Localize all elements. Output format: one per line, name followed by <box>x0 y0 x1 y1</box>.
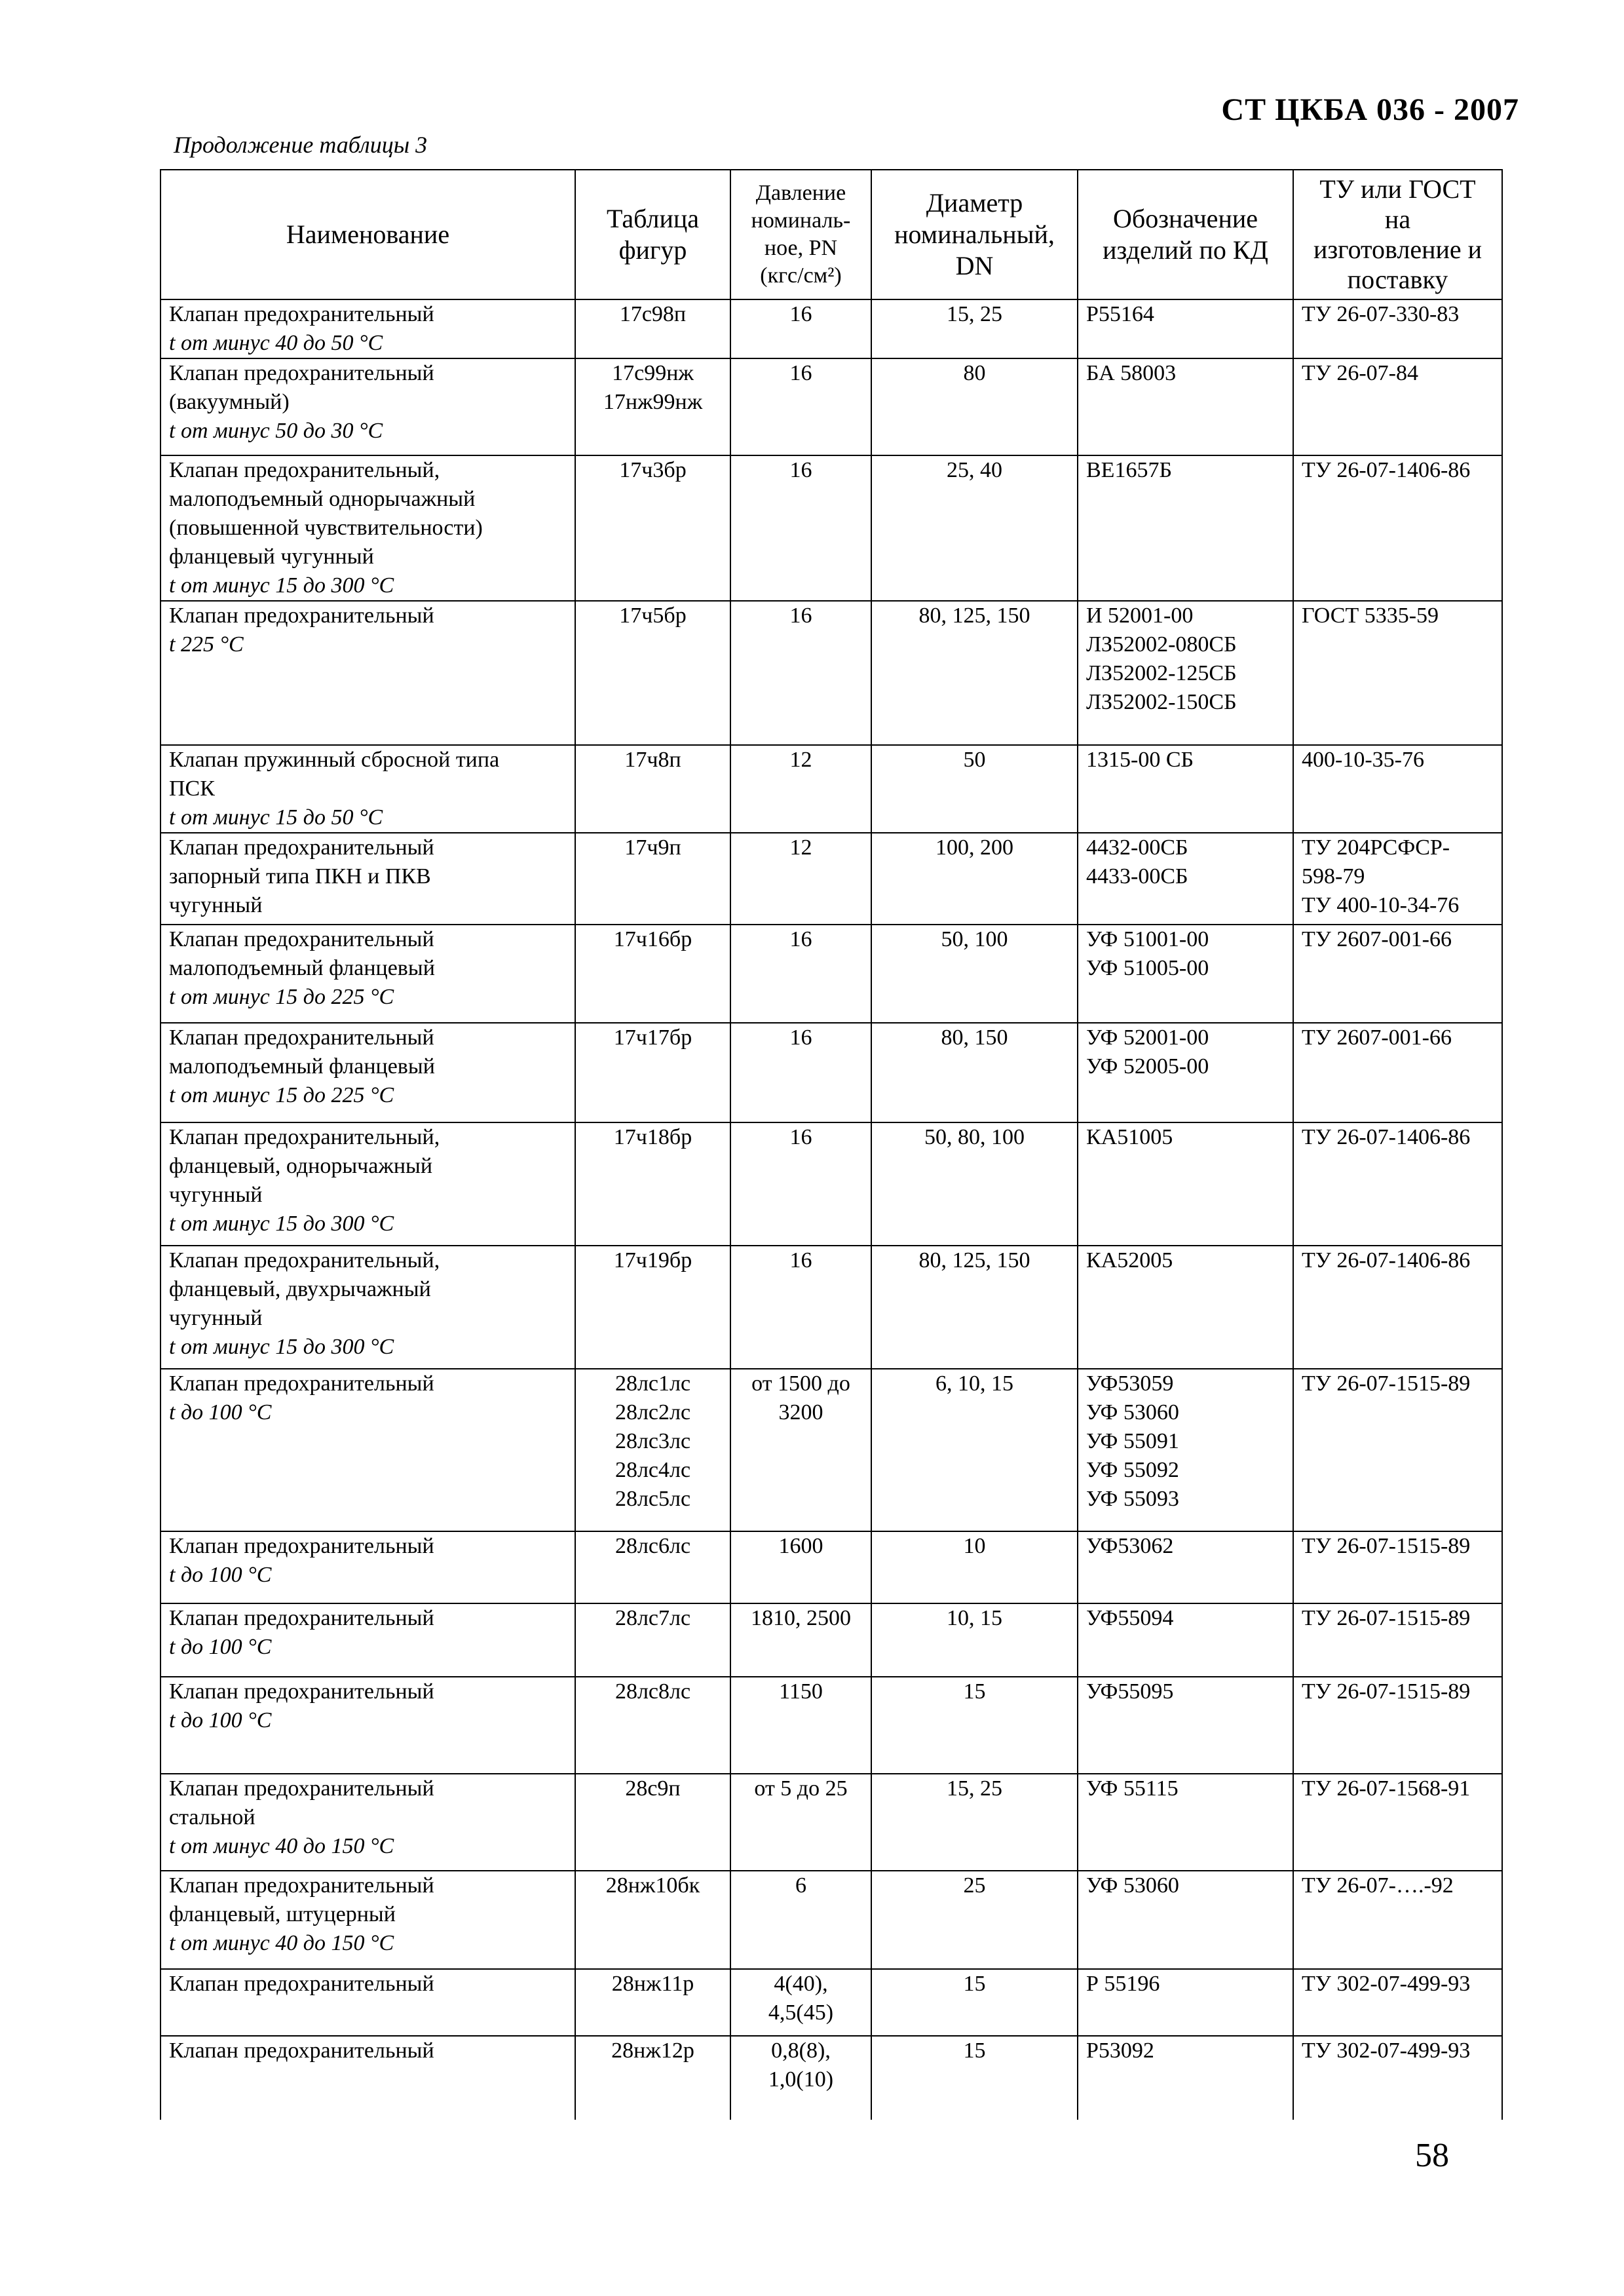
cell-figure-table-line: 17ч17бр <box>613 1025 692 1050</box>
cell-figure-table-line: 17ч19бр <box>613 1248 692 1272</box>
cell-standard <box>1293 601 1502 745</box>
cell-figure-table-line: 17ч5бр <box>619 603 687 628</box>
cell-name <box>161 1871 575 1969</box>
cell-name <box>161 1246 575 1369</box>
cell-pressure <box>730 745 871 833</box>
cell-standard <box>1293 299 1502 358</box>
cell-standard <box>1293 925 1502 1023</box>
cell-designation-line: УФ53059 <box>1086 1371 1174 1396</box>
cell-designation-line: УФ55095 <box>1086 1679 1174 1704</box>
table-row <box>161 745 1502 833</box>
temperature-range: t до 100 °С <box>169 1635 272 1659</box>
cell-name-line: Клапан предохранительный <box>169 1873 434 1898</box>
cell-designation-line: ЛЗ52002-080СБ <box>1086 632 1237 657</box>
table-row <box>161 1369 1502 1531</box>
cell-designation-line: КА52005 <box>1086 1248 1173 1272</box>
cell-diameter-line: 10 <box>963 1534 986 1558</box>
cell-designation-line: УФ 51005-00 <box>1086 956 1209 980</box>
cell-diameter <box>871 1369 1078 1531</box>
cell-figure-table-line: 28нж12р <box>611 2038 694 2063</box>
cell-designation-line: ВЕ1657Б <box>1086 458 1172 482</box>
cell-pressure-line: 16 <box>789 1125 812 1149</box>
cell-standard-line: 400-10-35-76 <box>1302 748 1424 772</box>
table-row <box>161 358 1502 455</box>
cell-diameter-line: 50 <box>963 748 986 772</box>
cell-diameter <box>871 1871 1078 1969</box>
cell-figure-table-line: 28нж11р <box>611 1972 694 1996</box>
cell-pressure-line: 16 <box>789 927 812 951</box>
cell-designation <box>1078 455 1293 601</box>
cell-designation <box>1078 1531 1293 1603</box>
cell-standard <box>1293 1122 1502 1246</box>
temperature-range: t от минус 40 до 150 °С <box>169 1931 394 1955</box>
cell-diameter <box>871 745 1078 833</box>
header-standard: ТУ или ГОСТ на изготовление и поставку <box>1293 170 1502 299</box>
cell-figure-table <box>575 833 730 925</box>
cell-figure-table-line: 28лс5лс <box>614 1487 691 1511</box>
temperature-range: t от минус 40 до 50 °С <box>169 331 383 355</box>
cell-diameter <box>871 833 1078 925</box>
cell-diameter-line: 15, 25 <box>947 1776 1002 1801</box>
cell-diameter-line: 10, 15 <box>947 1606 1002 1630</box>
cell-figure-table-line: 28с9п <box>625 1776 681 1801</box>
cell-pressure <box>730 1246 871 1369</box>
cell-standard <box>1293 1369 1502 1531</box>
cell-figure-table <box>575 1122 730 1246</box>
cell-standard-line: ТУ 2607-001-66 <box>1302 927 1452 951</box>
temperature-range: t от минус 40 до 150 °С <box>169 1834 394 1858</box>
cell-figure-table-line: 17с99нж <box>612 361 694 385</box>
cell-figure-table-line: 28лс1лс <box>614 1371 691 1396</box>
cell-designation <box>1078 1369 1293 1531</box>
cell-name-line: фланцевый, однорычажный <box>169 1154 433 1178</box>
cell-standard-line: ТУ 26-07-1515-89 <box>1302 1679 1471 1704</box>
cell-designation-line: УФ 52001-00 <box>1086 1025 1209 1050</box>
cell-diameter <box>871 1677 1078 1774</box>
header-pressure: Давление номиналь- ное, PN (кгс/см²) <box>730 170 871 299</box>
temperature-range: t от минус 15 до 300 °С <box>169 573 394 598</box>
cell-diameter-line: 80, 125, 150 <box>918 603 1030 628</box>
cell-name-line: фланцевый, двухрычажный <box>169 1277 431 1301</box>
cell-diameter-line: 15, 25 <box>947 302 1002 326</box>
cell-name-line: Клапан предохранительный <box>169 1679 434 1704</box>
cell-figure-table <box>575 1603 730 1677</box>
cell-figure-table-line: 28лс2лс <box>614 1400 691 1425</box>
cell-standard <box>1293 1969 1502 2036</box>
cell-standard-line: ТУ 26-07-1515-89 <box>1302 1371 1471 1396</box>
cell-standard <box>1293 1531 1502 1603</box>
cell-standard-line: ТУ 26-07-1568-91 <box>1302 1776 1471 1801</box>
cell-standard-line: ТУ 26-07-1406-86 <box>1302 1125 1471 1149</box>
table-row <box>161 1603 1502 1677</box>
cell-name <box>161 358 575 455</box>
cell-designation <box>1078 1246 1293 1369</box>
cell-designation-line: И 52001-00 <box>1086 603 1194 628</box>
cell-standard-line: ТУ 204РСФСР- <box>1302 835 1450 860</box>
cell-name <box>161 601 575 745</box>
cell-name-line: чугунный <box>169 1183 263 1207</box>
cell-diameter <box>871 358 1078 455</box>
cell-figure-table <box>575 455 730 601</box>
cell-standard <box>1293 1246 1502 1369</box>
cell-designation <box>1078 601 1293 745</box>
cell-figure-table <box>575 1531 730 1603</box>
cell-diameter <box>871 601 1078 745</box>
cell-name-line: Клапан предохранительный <box>169 1972 434 1996</box>
cell-designation <box>1078 1774 1293 1871</box>
cell-diameter-line: 50, 100 <box>941 927 1008 951</box>
cell-name-line: малоподъемный фланцевый <box>169 1054 435 1079</box>
table-row <box>161 833 1502 925</box>
cell-standard <box>1293 1023 1502 1122</box>
cell-standard-line: ТУ 26-07-1406-86 <box>1302 1248 1471 1272</box>
cell-name-line: Клапан пружинный сбросной типа <box>169 748 500 772</box>
cell-diameter <box>871 1023 1078 1122</box>
cell-figure-table <box>575 1369 730 1531</box>
table-row <box>161 1122 1502 1246</box>
cell-name <box>161 1369 575 1531</box>
cell-name-line: Клапан предохранительный <box>169 302 434 326</box>
cell-designation-line: УФ 53060 <box>1086 1873 1179 1898</box>
cell-figure-table <box>575 601 730 745</box>
temperature-range: t от минус 15 до 225 °С <box>169 1083 394 1107</box>
cell-figure-table <box>575 1023 730 1122</box>
cell-standard-line: ТУ 400-10-34-76 <box>1302 893 1460 917</box>
cell-diameter <box>871 1122 1078 1246</box>
cell-figure-table <box>575 745 730 833</box>
cell-diameter-line: 15 <box>963 2038 986 2063</box>
temperature-range: t до 100 °С <box>169 1400 272 1425</box>
cell-standard <box>1293 2036 1502 2120</box>
cell-pressure <box>730 1774 871 1871</box>
cell-diameter <box>871 1774 1078 1871</box>
cell-standard <box>1293 1774 1502 1871</box>
cell-name-line: Клапан предохранительный, <box>169 1125 440 1149</box>
cell-pressure-line: 16 <box>789 603 812 628</box>
cell-standard <box>1293 1677 1502 1774</box>
cell-designation <box>1078 1603 1293 1677</box>
cell-figure-table <box>575 1774 730 1871</box>
cell-standard-line: ТУ 26-07-….-92 <box>1302 1873 1454 1898</box>
document-code: СТ ЦКБА 036 - 2007 <box>1221 92 1519 127</box>
cell-diameter-line: 15 <box>963 1679 986 1704</box>
cell-pressure-line: от 1500 до <box>751 1371 850 1396</box>
cell-designation-line: ЛЗ52002-125СБ <box>1086 661 1237 685</box>
cell-pressure-line: 1150 <box>779 1679 823 1704</box>
cell-pressure-line: 12 <box>789 835 812 860</box>
header-figure-table: Таблица фигур <box>575 170 730 299</box>
cell-designation-line: УФ 52005-00 <box>1086 1054 1209 1079</box>
cell-designation <box>1078 833 1293 925</box>
cell-pressure-line: 16 <box>789 361 812 385</box>
cell-pressure <box>730 2036 871 2120</box>
cell-name-line: фланцевый, штуцерный <box>169 1902 396 1926</box>
cell-name-line: чугунный <box>169 1306 263 1330</box>
cell-figure-table-line: 17с98п <box>619 302 687 326</box>
cell-name-line: Клапан предохранительный <box>169 1606 434 1630</box>
table-body <box>161 299 1502 2120</box>
cell-designation-line: УФ 55091 <box>1086 1429 1179 1453</box>
cell-standard <box>1293 1603 1502 1677</box>
header-designation: Обозначение изделий по КД <box>1078 170 1293 299</box>
cell-pressure-line: 1600 <box>778 1534 823 1558</box>
cell-pressure <box>730 833 871 925</box>
cell-figure-table-line: 28лс4лс <box>614 1458 691 1482</box>
cell-standard-line: ТУ 26-07-1515-89 <box>1302 1606 1471 1630</box>
cell-diameter-line: 80, 125, 150 <box>918 1248 1030 1272</box>
temperature-range: t от минус 15 до 300 °С <box>169 1335 394 1359</box>
cell-pressure-line: 6 <box>795 1873 806 1898</box>
cell-name <box>161 299 575 358</box>
cell-figure-table-line: 17ч9п <box>624 835 681 860</box>
cell-name-line: Клапан предохранительный <box>169 1776 434 1801</box>
cell-name-line: Клапан предохранительный <box>169 1371 434 1396</box>
cell-name <box>161 833 575 925</box>
cell-name-line: Клапан предохранительный <box>169 1534 434 1558</box>
cell-name <box>161 745 575 833</box>
cell-diameter <box>871 1969 1078 2036</box>
cell-pressure-line: 4(40), <box>774 1972 828 1996</box>
temperature-range: t до 100 °С <box>169 1563 272 1587</box>
cell-pressure-line: 0,8(8), <box>771 2038 831 2063</box>
cell-pressure <box>730 925 871 1023</box>
cell-name <box>161 1023 575 1122</box>
cell-diameter <box>871 925 1078 1023</box>
cell-figure-table-line: 17ч8п <box>624 748 681 772</box>
cell-name-line: Клапан предохранительный <box>169 603 434 628</box>
cell-name-line: ПСК <box>169 776 215 801</box>
cell-pressure-line: 16 <box>789 458 812 482</box>
cell-pressure <box>730 1531 871 1603</box>
cell-figure-table <box>575 925 730 1023</box>
table-row <box>161 1023 1502 1122</box>
cell-diameter <box>871 1531 1078 1603</box>
table-continuation-caption: Продолжение таблицы 3 <box>174 132 428 158</box>
cell-standard-line: ТУ 26-07-1406-86 <box>1302 458 1471 482</box>
cell-diameter <box>871 455 1078 601</box>
cell-name-line: (вакуумный) <box>169 390 290 414</box>
cell-designation <box>1078 358 1293 455</box>
cell-name-line: Клапан предохранительный, <box>169 1248 440 1272</box>
cell-designation <box>1078 1122 1293 1246</box>
cell-name-line: малоподъемный однорычажный <box>169 487 476 511</box>
cell-name <box>161 1677 575 1774</box>
valve-spec-table <box>160 169 1503 2120</box>
cell-name <box>161 2036 575 2120</box>
cell-figure-table-line: 28лс8лс <box>614 1679 691 1704</box>
cell-figure-table <box>575 299 730 358</box>
cell-name <box>161 925 575 1023</box>
cell-diameter <box>871 1603 1078 1677</box>
cell-designation-line: КА51005 <box>1086 1125 1173 1149</box>
cell-designation <box>1078 1969 1293 2036</box>
cell-name-line: Клапан предохранительный, <box>169 458 440 482</box>
cell-diameter-line: 6, 10, 15 <box>935 1371 1013 1396</box>
cell-diameter-line: 50, 80, 100 <box>924 1125 1025 1149</box>
table-row <box>161 1531 1502 1603</box>
cell-designation-line: УФ53062 <box>1086 1534 1174 1558</box>
cell-figure-table-line: 17ч3бр <box>619 458 687 482</box>
cell-designation <box>1078 1871 1293 1969</box>
cell-pressure <box>730 1122 871 1246</box>
cell-diameter-line: 15 <box>963 1972 986 1996</box>
table-row <box>161 1677 1502 1774</box>
cell-pressure <box>730 455 871 601</box>
table-header-row <box>161 170 1502 299</box>
cell-pressure <box>730 601 871 745</box>
cell-designation <box>1078 1677 1293 1774</box>
cell-name <box>161 455 575 601</box>
cell-diameter-line: 100, 200 <box>935 835 1013 860</box>
cell-name-line: Клапан предохранительный <box>169 361 434 385</box>
temperature-range: t от минус 50 до 30 °С <box>169 419 383 443</box>
cell-pressure-line: 16 <box>789 1248 812 1272</box>
cell-diameter-line: 25, 40 <box>947 458 1002 482</box>
cell-standard <box>1293 833 1502 925</box>
cell-name-line: Клапан предохранительный <box>169 1025 434 1050</box>
cell-standard <box>1293 358 1502 455</box>
cell-name <box>161 1603 575 1677</box>
cell-name-line: Клапан предохранительный <box>169 2038 434 2063</box>
cell-designation-line: УФ 53060 <box>1086 1400 1179 1425</box>
temperature-range: t от минус 15 до 300 °С <box>169 1212 394 1236</box>
cell-standard-line: ТУ 302-07-499-93 <box>1302 1972 1471 1996</box>
cell-figure-table-line: 17ч18бр <box>613 1125 692 1149</box>
temperature-range: t от минус 15 до 225 °С <box>169 985 394 1009</box>
cell-designation-line: УФ 55093 <box>1086 1487 1179 1511</box>
cell-name-line: (повышенной чувствительности) <box>169 516 483 540</box>
cell-designation-line: УФ55094 <box>1086 1606 1174 1630</box>
cell-pressure-line: 4,5(45) <box>768 2000 834 2025</box>
cell-name <box>161 1774 575 1871</box>
cell-designation-line: 1315-00 СБ <box>1086 748 1194 772</box>
cell-designation-line: УФ 55115 <box>1086 1776 1179 1801</box>
cell-standard-line: ТУ 2607-001-66 <box>1302 1025 1452 1050</box>
table-row <box>161 1246 1502 1369</box>
cell-pressure-line: 16 <box>789 302 812 326</box>
page-number: 58 <box>1415 2137 1449 2174</box>
cell-name-line: фланцевый чугунный <box>169 545 374 569</box>
header-diameter: Диаметр номинальный, DN <box>871 170 1078 299</box>
cell-figure-table-line: 28лс6лс <box>614 1534 691 1558</box>
cell-pressure-line: от 5 до 25 <box>754 1776 848 1801</box>
cell-designation-line: УФ 55092 <box>1086 1458 1179 1482</box>
cell-name-line: чугунный <box>169 893 263 917</box>
cell-pressure <box>730 1023 871 1122</box>
cell-figure-table <box>575 358 730 455</box>
cell-designation-line: 4433-00СБ <box>1086 864 1188 889</box>
cell-designation <box>1078 925 1293 1023</box>
cell-designation-line: 4432-00СБ <box>1086 835 1188 860</box>
header-name: Наименование <box>161 170 575 299</box>
cell-figure-table <box>575 1677 730 1774</box>
cell-pressure <box>730 1969 871 2036</box>
cell-figure-table <box>575 1871 730 1969</box>
cell-pressure <box>730 358 871 455</box>
cell-designation-line: ЛЗ52002-150СБ <box>1086 690 1237 714</box>
table-row <box>161 601 1502 745</box>
cell-name <box>161 1969 575 2036</box>
cell-figure-table-line: 28лс7лс <box>614 1606 691 1630</box>
cell-diameter-line: 25 <box>963 1873 986 1898</box>
cell-designation-line: Р55164 <box>1086 302 1154 326</box>
cell-pressure <box>730 299 871 358</box>
temperature-range: t от минус 15 до 50 °С <box>169 805 383 830</box>
cell-name-line: Клапан предохранительный <box>169 927 434 951</box>
cell-standard-line: ТУ 26-07-330-83 <box>1302 302 1460 326</box>
cell-designation-line: Р53092 <box>1086 2038 1154 2063</box>
cell-figure-table <box>575 2036 730 2120</box>
cell-pressure <box>730 1871 871 1969</box>
cell-standard-line: ТУ 26-07-84 <box>1302 361 1418 385</box>
table-row <box>161 299 1502 358</box>
temperature-range: t 225 °С <box>169 632 244 657</box>
cell-standard <box>1293 745 1502 833</box>
cell-figure-table <box>575 1246 730 1369</box>
cell-name-line: запорный типа ПКН и ПКВ <box>169 864 431 889</box>
cell-pressure-line: 1810, 2500 <box>751 1606 851 1630</box>
cell-pressure-line: 3200 <box>778 1400 823 1425</box>
cell-designation <box>1078 745 1293 833</box>
cell-figure-table-line: 28лс3лс <box>614 1429 691 1453</box>
cell-name <box>161 1122 575 1246</box>
cell-name-line: малоподъемный фланцевый <box>169 956 435 980</box>
cell-standard-line: ГОСТ 5335-59 <box>1302 603 1439 628</box>
cell-pressure <box>730 1603 871 1677</box>
cell-name <box>161 1531 575 1603</box>
cell-designation-line: УФ 51001-00 <box>1086 927 1209 951</box>
cell-diameter-line: 80 <box>963 361 986 385</box>
cell-diameter-line: 80, 150 <box>941 1025 1008 1050</box>
cell-designation <box>1078 299 1293 358</box>
cell-figure-table-line: 28нж10бк <box>605 1873 700 1898</box>
cell-name-line: Клапан предохранительный <box>169 835 434 860</box>
cell-figure-table-line: 17ч16бр <box>613 927 692 951</box>
cell-figure-table-line: 17нж99нж <box>603 390 703 414</box>
cell-standard <box>1293 1871 1502 1969</box>
cell-designation <box>1078 2036 1293 2120</box>
cell-pressure-line: 1,0(10) <box>768 2067 834 2092</box>
cell-pressure <box>730 1677 871 1774</box>
table-row <box>161 455 1502 601</box>
table-row <box>161 1871 1502 1969</box>
cell-designation <box>1078 1023 1293 1122</box>
cell-pressure-line: 16 <box>789 1025 812 1050</box>
cell-standard <box>1293 455 1502 601</box>
table-row <box>161 1969 1502 2036</box>
cell-diameter <box>871 2036 1078 2120</box>
table-row <box>161 925 1502 1023</box>
cell-standard-line: 598-79 <box>1302 864 1365 889</box>
cell-pressure-line: 12 <box>789 748 812 772</box>
cell-diameter <box>871 299 1078 358</box>
temperature-range: t до 100 °С <box>169 1708 272 1732</box>
table-row <box>161 2036 1502 2120</box>
cell-standard-line: ТУ 302-07-499-93 <box>1302 2038 1471 2063</box>
cell-pressure <box>730 1369 871 1531</box>
cell-standard-line: ТУ 26-07-1515-89 <box>1302 1534 1471 1558</box>
cell-designation-line: Р 55196 <box>1086 1972 1160 1996</box>
cell-name-line: стальной <box>169 1805 255 1829</box>
cell-designation-line: БА 58003 <box>1086 361 1177 385</box>
cell-diameter <box>871 1246 1078 1369</box>
cell-figure-table <box>575 1969 730 2036</box>
table-row <box>161 1774 1502 1871</box>
